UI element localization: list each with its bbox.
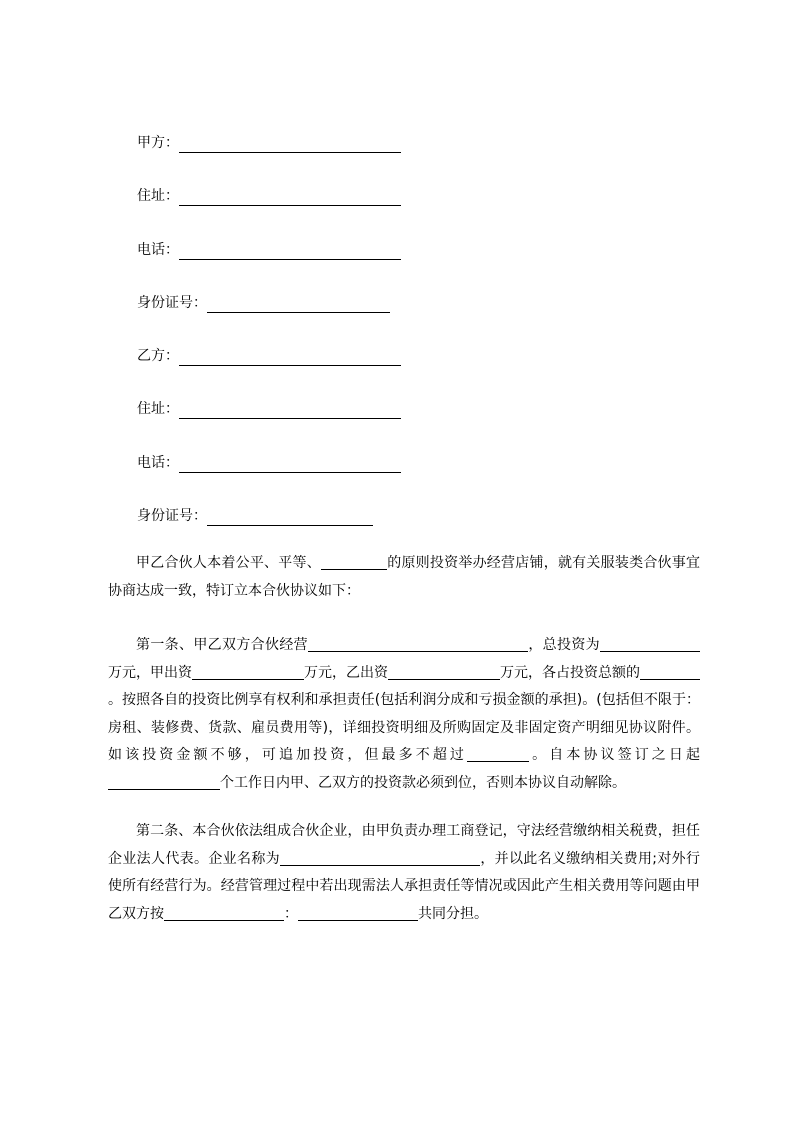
party-b-id-label: 身份证号： (137, 508, 207, 524)
article-1-paragraph (108, 632, 700, 797)
party-b-address-blank[interactable] (179, 402, 401, 419)
company-name-blank[interactable] (280, 850, 480, 866)
party-b-id-blank[interactable] (207, 509, 373, 526)
party-a-name-blank[interactable] (179, 136, 401, 153)
party-a-investment-blank[interactable] (192, 664, 304, 680)
article-1-text-5: 万元，各占投资总额的 (500, 664, 640, 681)
party-a-id-blank[interactable] (207, 296, 390, 313)
party-b-name-row (137, 346, 401, 366)
max-additional-blank[interactable] (467, 746, 529, 762)
party-a-name-row (137, 133, 401, 153)
article-1-text-4: 万元，乙出资 (304, 664, 388, 681)
preamble-text-2: 的原则投资举办经营店铺，就有关服装类合伙事宜协商达成一致，特订立本合伙协议如下： (108, 555, 700, 599)
party-b-address-row (137, 399, 401, 419)
party-a-phone-label: 电话： (137, 242, 179, 258)
principle-blank[interactable] (321, 554, 387, 570)
article-1-text-3: 万元，甲出资 (108, 664, 192, 681)
party-a-id-row (137, 293, 390, 313)
party-b-phone-blank[interactable] (179, 456, 401, 473)
article-2-text-4: 共同分担。 (418, 905, 488, 922)
article-2-text-1: 第二条、本合伙依法组成合伙企业，由甲负责办理工商登记，守法经营缴纳相关税费，担任企业法人代表。企业名称为 (108, 823, 700, 867)
party-b-phone-label: 电话： (137, 455, 179, 471)
business-scope-blank[interactable] (308, 636, 528, 652)
party-a-address-row (137, 186, 401, 206)
party-b-name-label: 乙方： (137, 348, 179, 364)
article-2-text-3: ： (284, 905, 298, 922)
total-investment-blank[interactable] (600, 636, 700, 652)
party-b-address-label: 住址： (137, 401, 179, 417)
article-1-text-1: 第一条、甲乙双方合伙经营 (136, 637, 308, 653)
party-a-id-label: 身份证号： (137, 295, 207, 311)
party-a-address-label: 住址： (137, 188, 179, 204)
party-b-name-blank[interactable] (179, 349, 401, 366)
article-1-text-6: 。按照各自的投资比例享有权利和承担责任(包括利润分成和亏损金额的承担)。(包括但不限于：房租、装修费、货款、雇员费用等)，详细投资明细及所购固定及非固定资产明细见协议附件。如该投资金额不够，可追加投资，但最多不超过 (108, 692, 700, 763)
ratio-a-blank[interactable] (164, 905, 284, 921)
ratio-b-blank[interactable] (298, 905, 418, 921)
party-b-phone-row (137, 453, 401, 473)
article-1-text-8: 个工作日内甲、乙双方的投资款必须到位，否则本协议自动解除。 (220, 774, 626, 791)
workdays-blank[interactable] (108, 774, 220, 790)
party-b-id-row (137, 506, 373, 526)
party-a-phone-blank[interactable] (179, 243, 401, 260)
share-ratio-blank[interactable] (640, 664, 700, 680)
party-a-name-label: 甲方： (137, 135, 179, 151)
article-2-text-2: ，并以此名义缴纳相关费用;对外行使所有经营行为。经营管理过程中若出现需法人承担责任等情况或因此产生相关费用等问题由甲乙双方按 (108, 850, 700, 922)
party-a-address-blank[interactable] (179, 189, 401, 206)
article-2-paragraph (108, 818, 700, 928)
party-a-phone-row (137, 240, 401, 260)
article-1-text-7: 。自本协议签订之日起 (529, 747, 700, 763)
article-1-text-2: ，总投资为 (528, 637, 600, 653)
preamble-text-1: 甲乙合伙人本着公平、平等、 (136, 555, 321, 571)
party-b-investment-blank[interactable] (388, 664, 500, 680)
preamble-paragraph (108, 550, 700, 605)
